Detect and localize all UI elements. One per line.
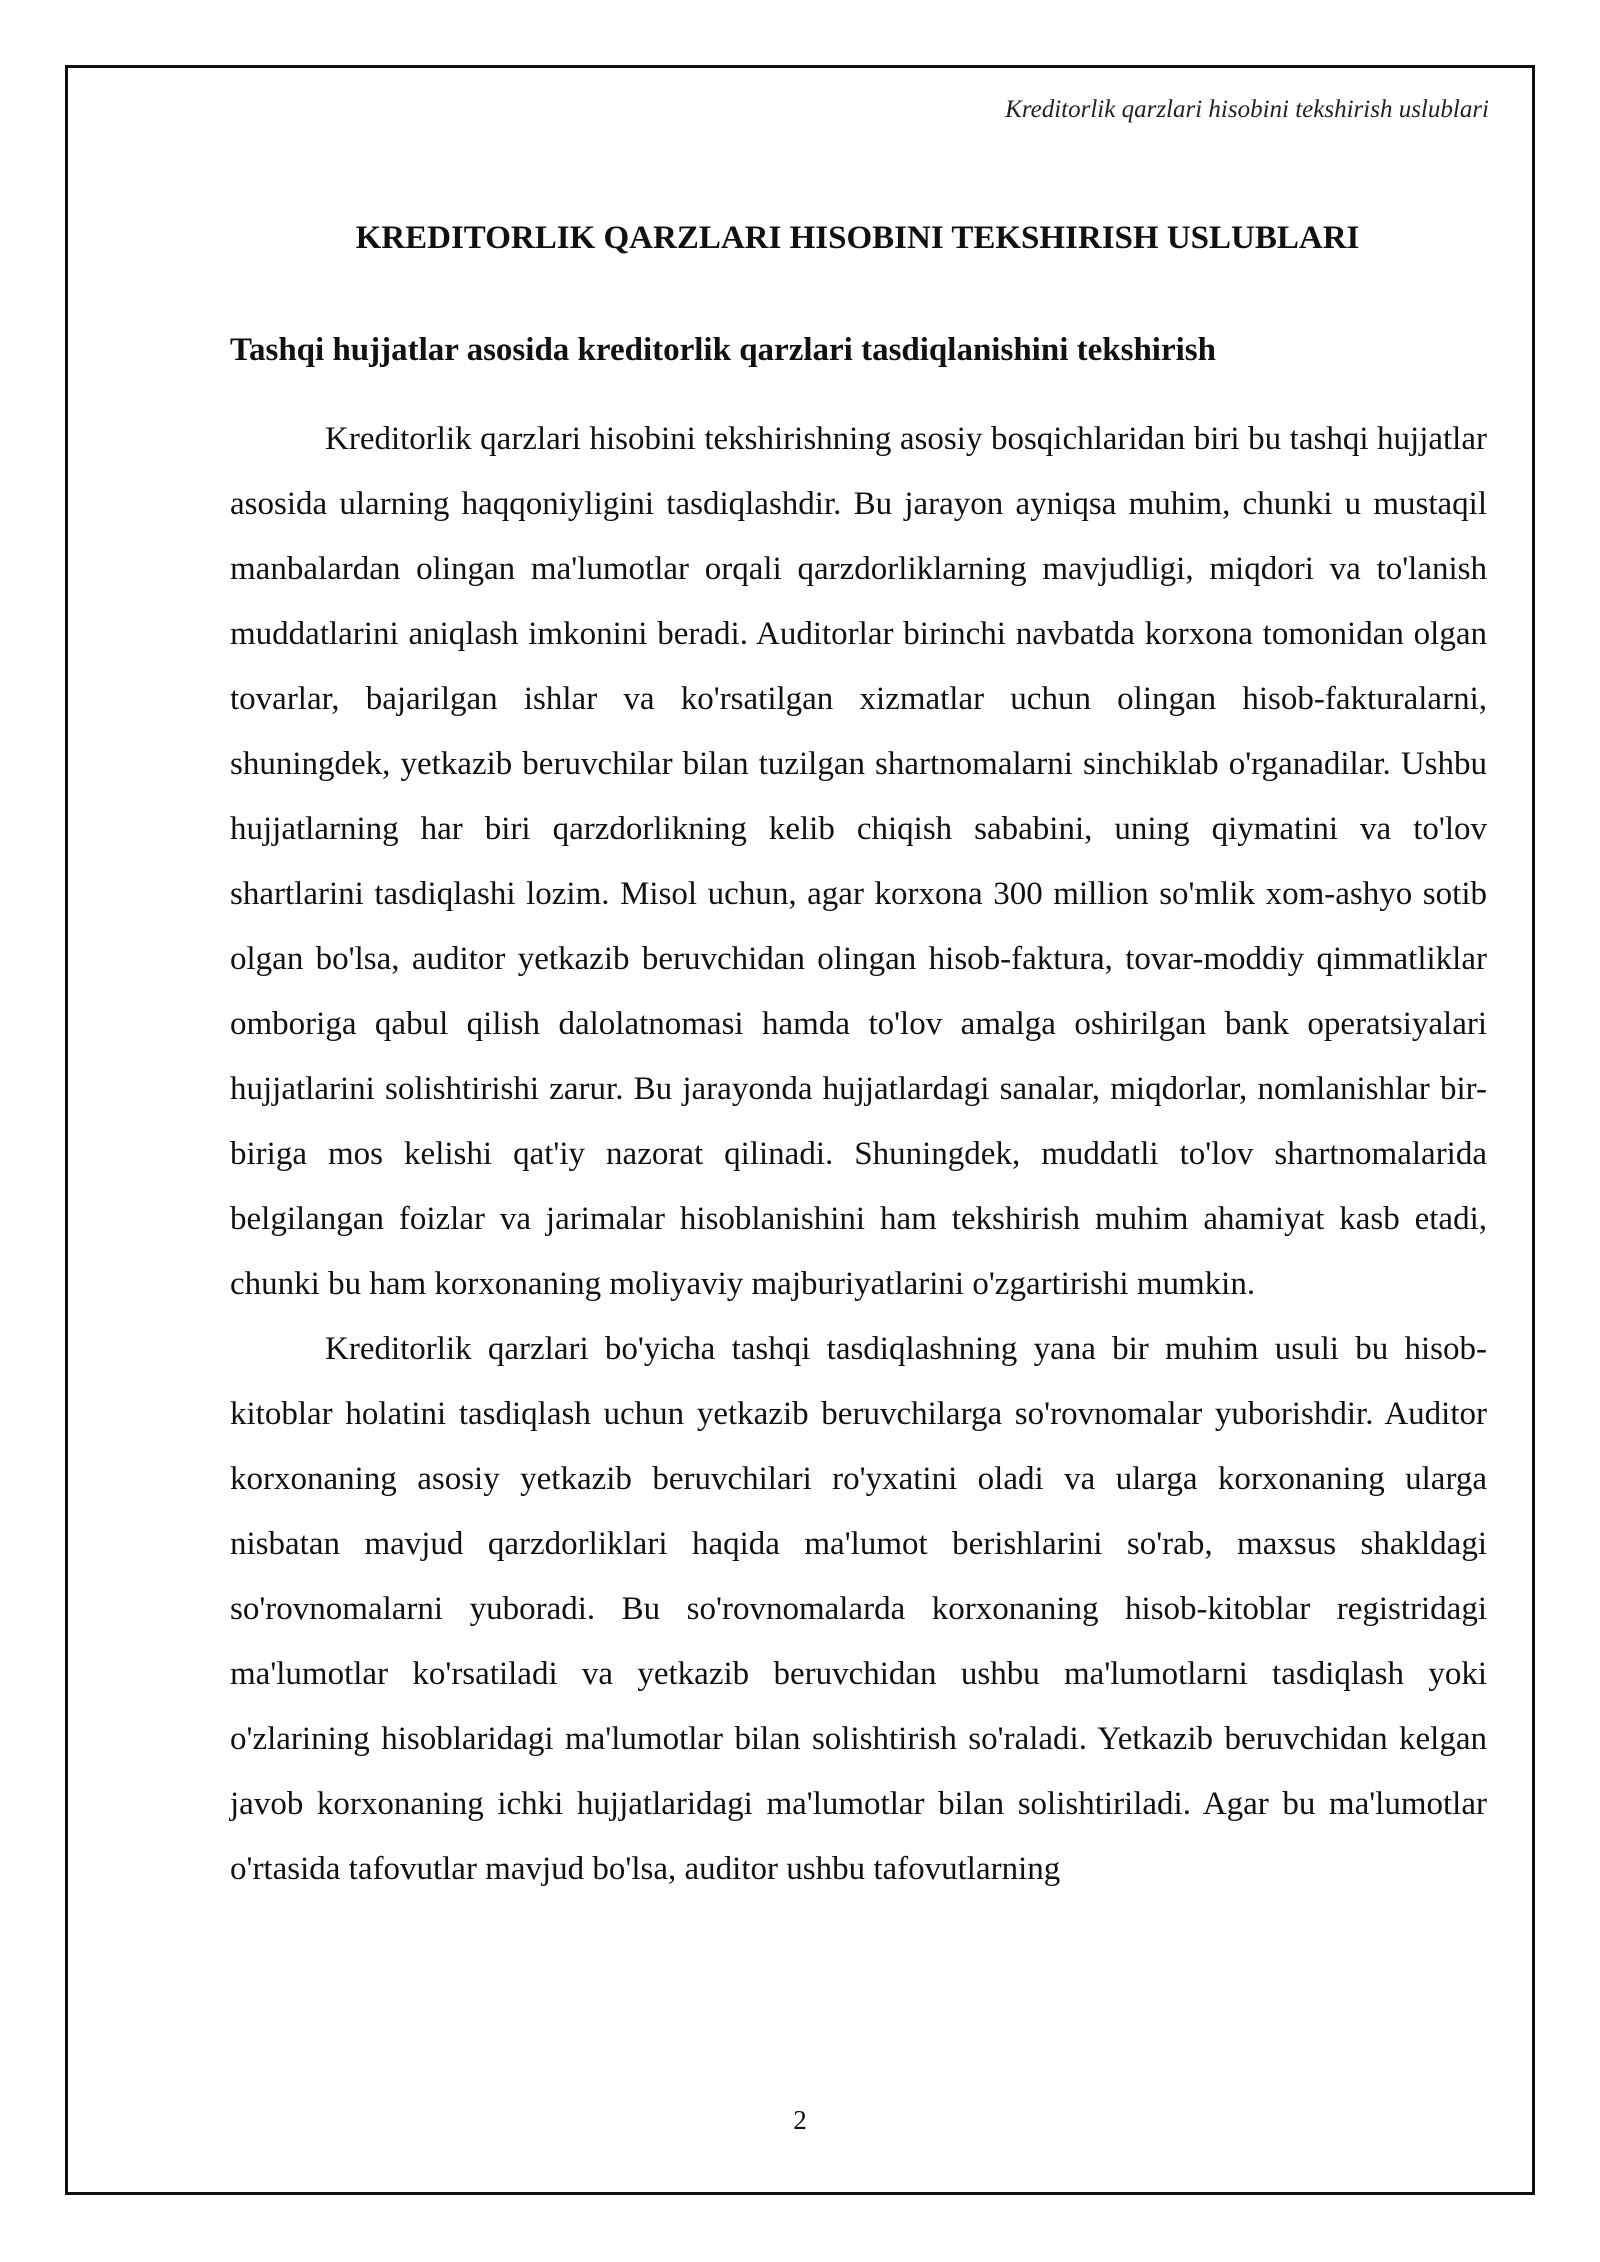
body-text (230, 407, 1487, 1902)
section-heading: Tashqi hujjatlar asosida kreditorlik qarzlari tasdiqlanishini tekshirish (230, 332, 1216, 368)
paragraph-1: Kreditorlik qarzlari hisobini tekshirishning asosiy bosqichlaridan biri bu tashqi hujjatlar asosida ularning haqqoniyligini tasdiqlashdir. Bu jarayon ayniqsa muhim, chunki u mustaqil manbalardan olingan ma'lumotlar orqali qarzdorliklarning mavjudligi, miqdori va to'lanish muddatlarini aniqlash imkonini beradi. Auditorlar birinchi navbatda korxona tomonidan olgan tovarlar, bajarilgan ishlar va ko'rsatilgan xizmatlar uchun olingan hisob-fakturalarni, shuningdek, yetkazib beruvchilar bilan tuzilgan shartnomalarni sinchiklab o'rganadilar. Ushbu hujjatlarning har biri qarzdorlikning kelib chiqish sababini, uning qiymatini va to'lov shartlarini tasdiqlashi lozim. Misol uchun, agar korxona 300 million so'mlik xom-ashyo sotib olgan bo'lsa, auditor yetkazib beruvchidan olingan hisob-faktura, tovar-moddiy qimmatliklar omboriga qabul qilish dalolatnomasi hamda to'lov amalga oshirilgan bank operatsiyalari hujjatlarini solishtirishi zarur. Bu jarayonda hujjatlardagi sanalar, miqdorlar, nomlanishlar bir-biriga mos kelishi qat'iy nazorat qilinadi. Shuningdek, muddatli to'lov shartnomalarida belgilangan foizlar va jarimalar hisoblanishini ham tekshirish muhim ahamiyat kasb etadi, chunki bu ham korxonaning moliyaviy majburiyatlarini o'zgartirishi mumkin. (230, 421, 1487, 1302)
paragraph-2: Kreditorlik qarzlari bo'yicha tashqi tasdiqlashning yana bir muhim usuli bu hisob-kitoblar holatini tasdiqlash uchun yetkazib beruvchilarga so'rovnomalar yuborishdir. Auditor korxonaning asosiy yetkazib beruvchilari ro'yxatini oladi va ularga korxonaning ularga nisbatan mavjud qarzdorliklari haqida ma'lumot berishlarini so'rab, maxsus shakldagi so'rovnomalarni yuboradi. Bu so'rovnomalarda korxonaning hisob-kitoblar registridagi ma'lumotlar ko'rsatiladi va yetkazib beruvchidan ushbu ma'lumotlarni tasdiqlash yoki o'zlarining hisoblaridagi ma'lumotlar bilan solishtirish so'raladi. Yetkazib beruvchidan kelgan javob korxonaning ichki hujjatlaridagi ma'lumotlar bilan solishtiriladi. Agar bu ma'lumotlar o'rtasida tafovutlar mavjud bo'lsa, auditor ushbu tafovutlarning (230, 1331, 1487, 1887)
page-number: 2 (793, 2105, 807, 2135)
running-header: Kreditorlik qarzlari hisobini tekshirish uslublari (1005, 96, 1489, 123)
document-title: KREDITORLIK QARZLARI HISOBINI TEKSHIRISH USLUBLARI (355, 220, 1360, 256)
